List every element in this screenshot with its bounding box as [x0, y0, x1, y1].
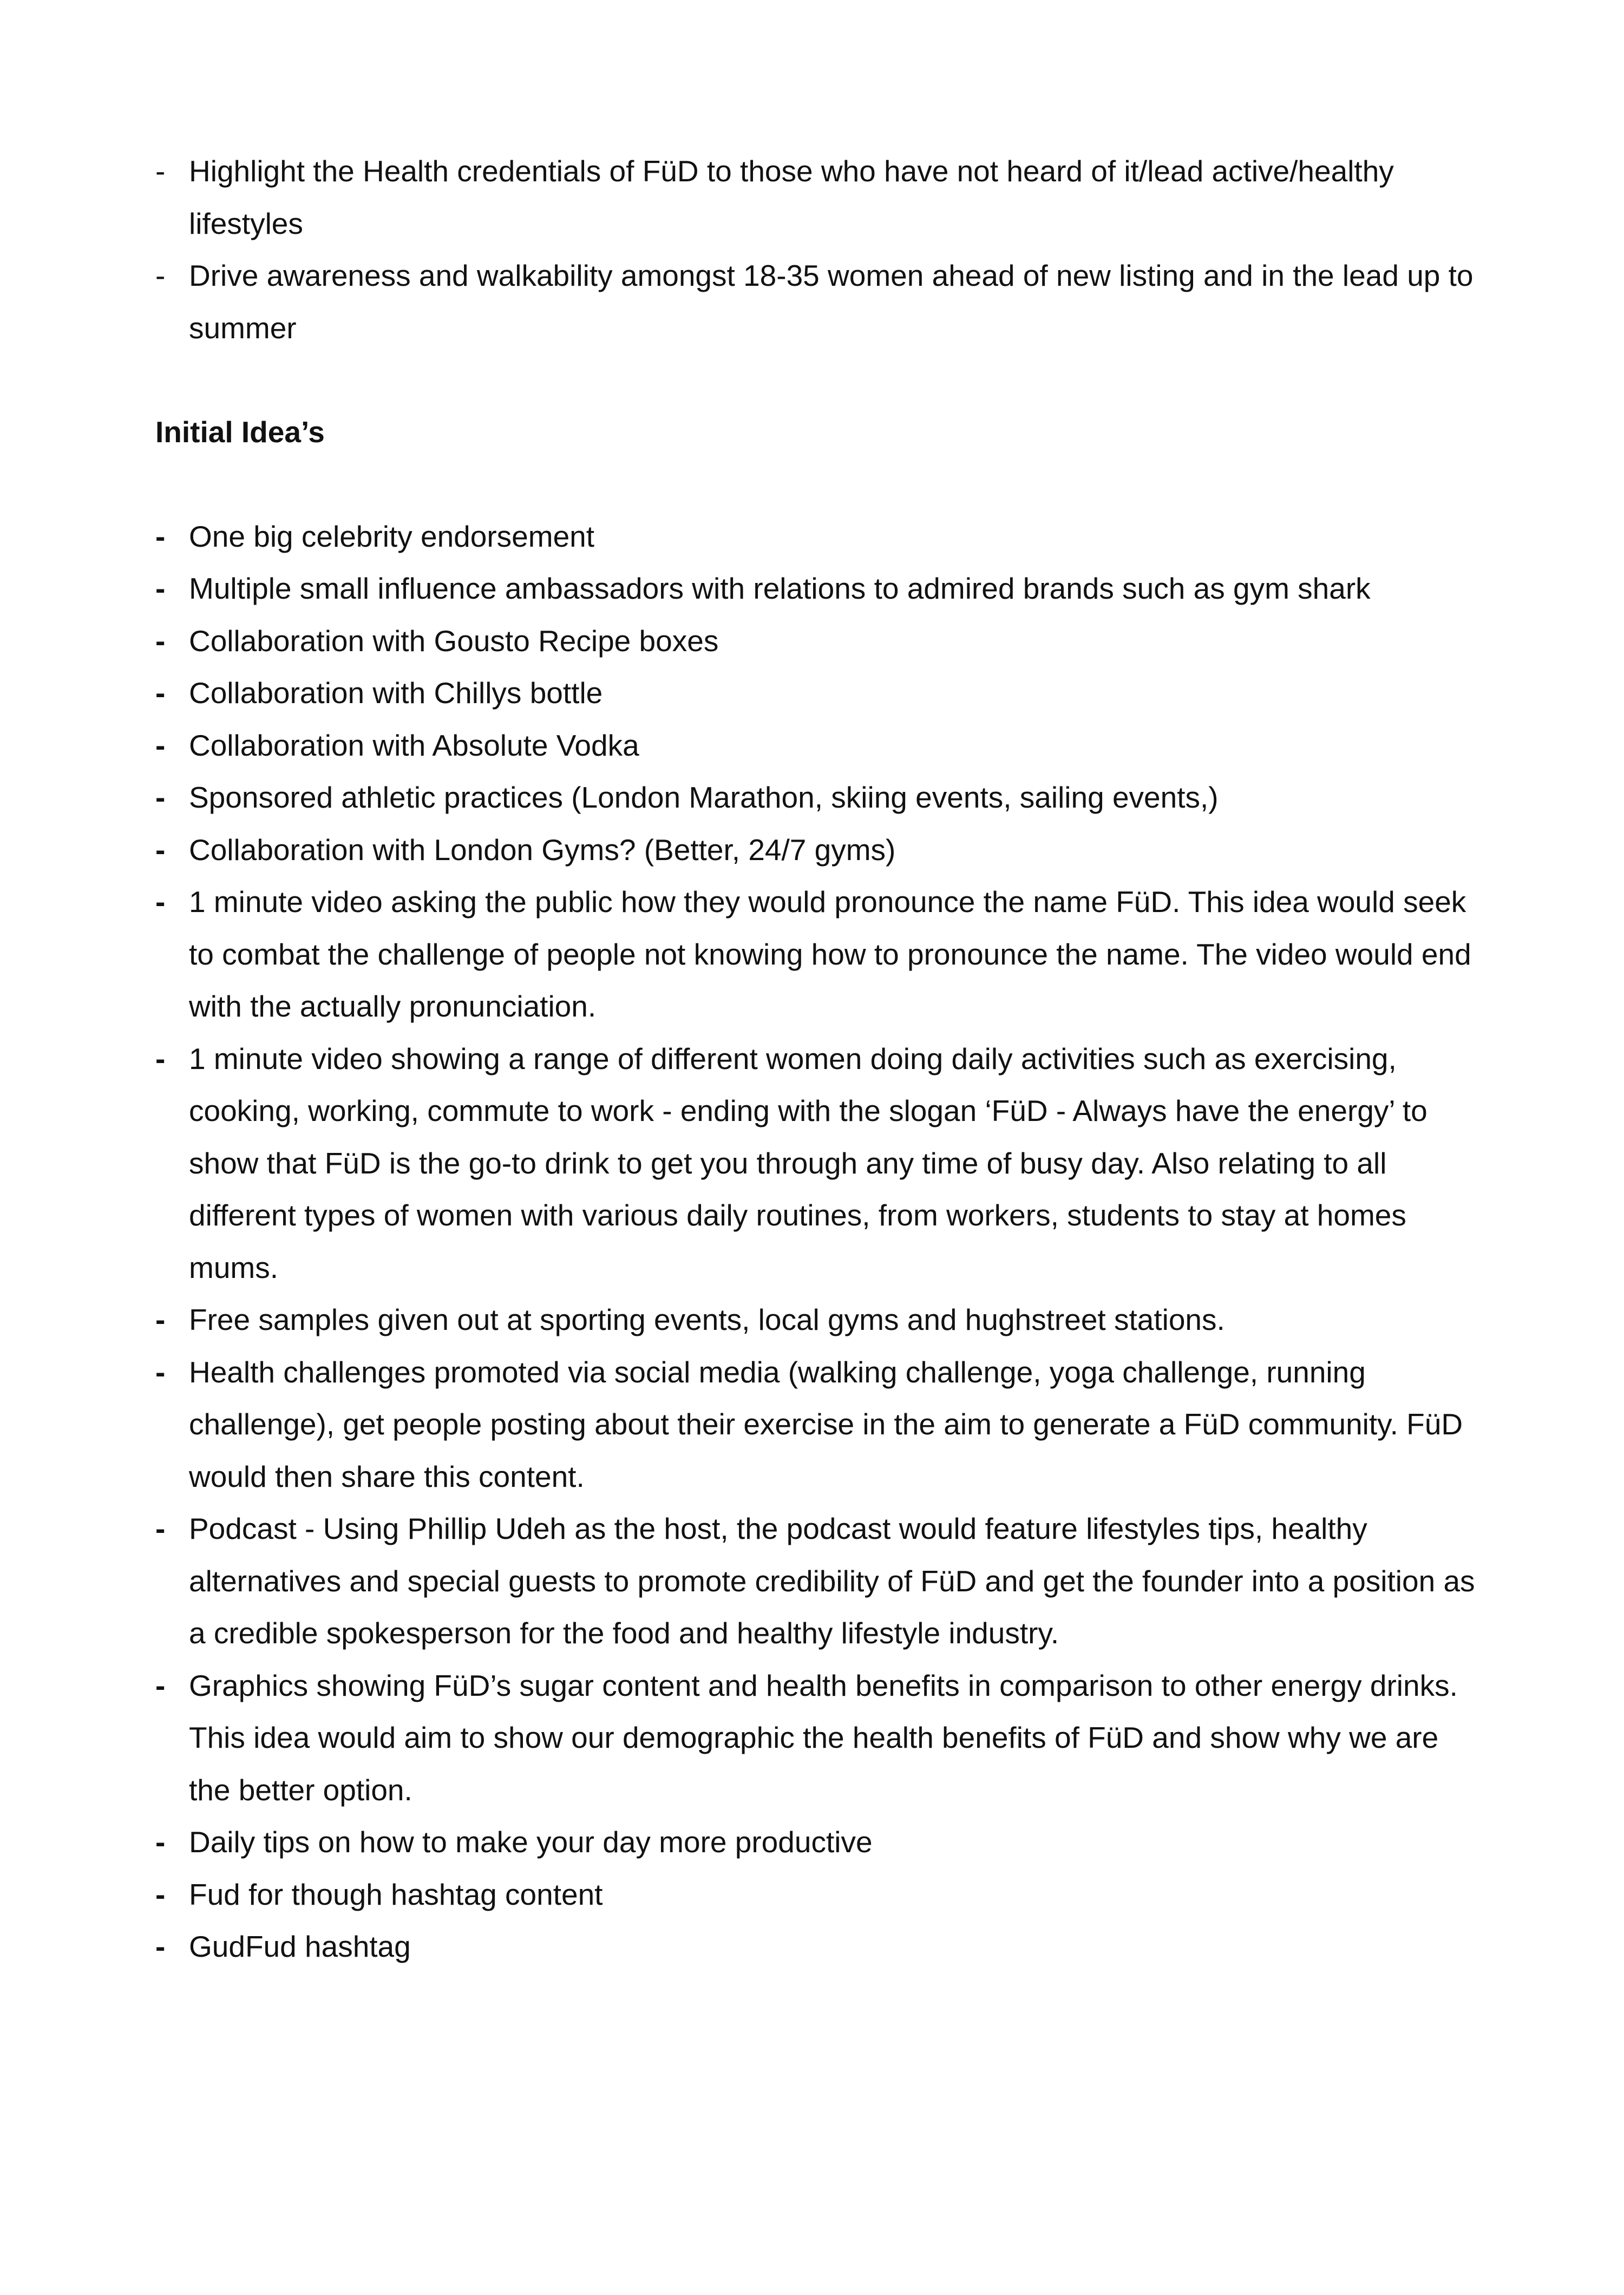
dash-bullet-icon: -: [155, 1877, 166, 1911]
list-item: [155, 562, 1487, 615]
ideas-list: [155, 510, 1487, 1973]
list-item-text: Sponsored athletic practices (London Marathon, skiing events, sailing events,): [189, 781, 1219, 814]
document-body: [155, 145, 1487, 1973]
list-item: [155, 1033, 1487, 1294]
section-heading: Initial Idea’s: [155, 415, 325, 449]
list-item-text: GudFud hashtag: [189, 1930, 411, 1963]
list-item-text: Multiple small influence ambassadors with relations to admired brands such as gym shark: [189, 572, 1371, 605]
list-item: [155, 1294, 1487, 1346]
list-item: [155, 615, 1487, 667]
list-item: [155, 719, 1487, 772]
list-item: [155, 667, 1487, 719]
list-item: [155, 1503, 1487, 1660]
dash-bullet-icon: -: [155, 1930, 166, 1963]
list-item: [155, 876, 1487, 1033]
list-item: [155, 1346, 1487, 1503]
list-item-text: Graphics showing FüD’s sugar content and health benefits in comparison to other energy drinks. This idea would aim to show our demographic the health benefits of FüD and show why we are the better option.: [189, 1668, 1458, 1807]
dash-bullet-icon: -: [155, 1041, 166, 1076]
list-item-text: Free samples given out at sporting events, local gyms and hughstreet stations.: [189, 1303, 1225, 1336]
list-item-text: 1 minute video asking the public how they would pronounce the name FüD. This idea would seek to combat the challenge of people not knowing how to pronounce the name. The video would end with the actually pronunciation.: [189, 885, 1471, 1023]
dash-bullet-icon: -: [155, 1668, 166, 1702]
dash-bullet-icon: -: [155, 1512, 166, 1545]
list-item-text: Drive awareness and walkability amongst 18-35 women ahead of new listing and in the lead up to summer: [189, 259, 1474, 345]
list-item-text: Collaboration with Absolute Vodka: [189, 728, 639, 762]
list-item: [155, 145, 1487, 250]
dash-bullet-icon: -: [155, 259, 166, 292]
list-item: [155, 1816, 1487, 1868]
dash-bullet-icon: -: [155, 728, 166, 762]
objectives-list: [155, 145, 1487, 354]
list-item-text: Collaboration with London Gyms? (Better, 24/7 gyms): [189, 832, 896, 867]
list-item-text: Health challenges promoted via social media (walking challenge, yoga challenge, running challenge), get people posting about their exercise in the aim to generate a FüD community. FüD would then share this content.: [189, 1355, 1463, 1493]
list-item: [155, 250, 1487, 354]
list-item-text: Collaboration with Chillys bottle: [189, 676, 603, 710]
dash-bullet-icon: -: [155, 519, 166, 553]
dash-bullet-icon: -: [155, 832, 166, 867]
dash-bullet-icon: -: [155, 1303, 166, 1336]
list-item: [155, 1868, 1487, 1921]
dash-bullet-icon: -: [155, 154, 166, 188]
list-item: [155, 1920, 1487, 1973]
list-item-text: Collaboration with Gousto Recipe boxes: [189, 624, 719, 658]
list-item-text: One big celebrity endorsement: [189, 519, 595, 553]
list-item-text: Fud for though hashtag content: [189, 1877, 603, 1911]
dash-bullet-icon: -: [155, 1355, 166, 1389]
dash-bullet-icon: -: [155, 572, 166, 605]
list-item-text: 1 minute video showing a range of different women doing daily activities such as exercising, cooking, working, commute to work - ending with the slogan ‘FüD - Always have the energy’ to show that FüD is the go-to drink to get you through any time of busy day. Also relating to all different types of women with various daily routines, from workers, students to stay at homes mums.: [189, 1041, 1427, 1284]
list-item: [155, 824, 1487, 876]
list-item-text: Highlight the Health credentials of FüD to those who have not heard of it/lead active/healthy lifestyles: [189, 154, 1394, 240]
dash-bullet-icon: -: [155, 885, 166, 919]
dash-bullet-icon: -: [155, 624, 166, 658]
list-item: [155, 1660, 1487, 1817]
dash-bullet-icon: -: [155, 781, 166, 814]
list-item-text: Podcast - Using Phillip Udeh as the host, the podcast would feature lifestyles tips, healthy alternatives and special guests to promote credibility of FüD and get the founder into a position as a credible spokesperson for the food and healthy lifestyle industry.: [189, 1512, 1475, 1650]
list-item: [155, 510, 1487, 563]
list-item-text: Daily tips on how to make your day more productive: [189, 1825, 873, 1859]
list-item: [155, 771, 1487, 824]
dash-bullet-icon: -: [155, 676, 166, 710]
dash-bullet-icon: -: [155, 1825, 166, 1859]
